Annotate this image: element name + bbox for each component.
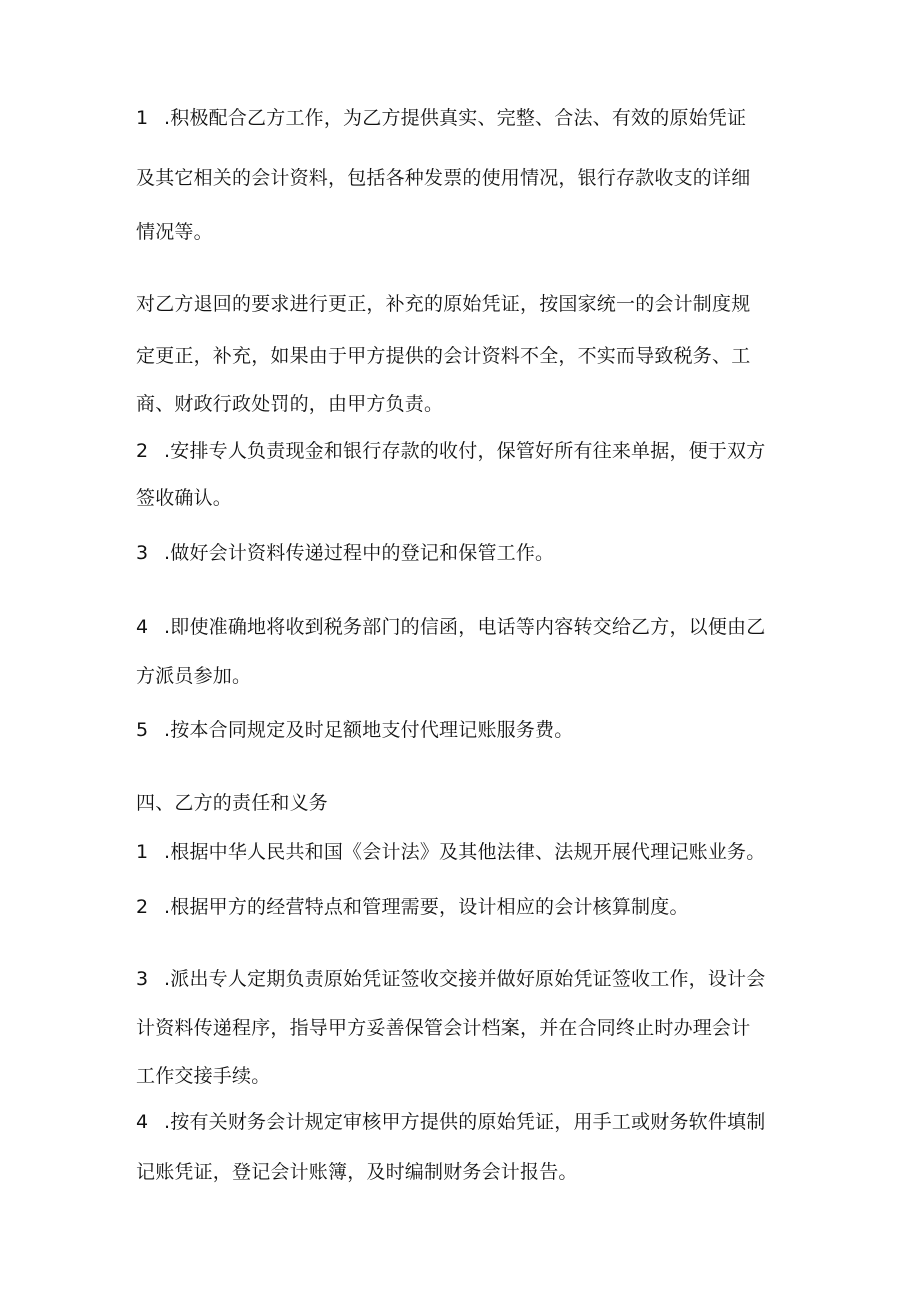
text-line xyxy=(136,615,796,639)
line-text: .做好会计资料传递过程中的登记和保管工作。 xyxy=(164,542,555,564)
text-line xyxy=(136,541,796,565)
line-text: 定更正，补充，如果由于甲方提供的会计资料不全，不实而导致税务、工 xyxy=(136,345,751,367)
item-number: 4 xyxy=(136,616,149,638)
text-line xyxy=(136,1160,796,1184)
text-line xyxy=(136,1064,796,1088)
line-text: 商、财政行政处罚的，由甲方负责。 xyxy=(136,393,444,415)
text-line xyxy=(136,664,796,688)
item-number: 5 xyxy=(136,719,149,741)
line-text: .按有关财务会计规定审核甲方提供的原始凭证，用手工或财务软件填制 xyxy=(164,1111,766,1133)
text-line xyxy=(136,166,796,190)
text-line xyxy=(136,718,796,742)
item-number: 2 xyxy=(136,896,149,918)
text-line xyxy=(136,1110,796,1134)
text-line xyxy=(136,1016,796,1040)
text-line xyxy=(136,392,796,416)
line-text: 及其它相关的会计资料，包括各种发票的使用情况，银行存款收支的详细 xyxy=(136,167,751,189)
line-text: .即使准确地将收到税务部门的信函，电话等内容转交给乙方，以便由乙 xyxy=(164,616,766,638)
line-text: 记账凭证，登记会计账簿，及时编制财务会计报告。 xyxy=(136,1161,578,1183)
line-text: .按本合同规定及时足额地支付代理记账服务费。 xyxy=(164,719,574,741)
text-line xyxy=(136,895,796,919)
text-line xyxy=(136,106,796,130)
section-heading xyxy=(136,791,796,815)
line-text: .积极配合乙方工作，为乙方提供真实、完整、合法、有效的原始凭证 xyxy=(164,107,747,129)
line-text: .根据中华人民共和国《会计法》及其他法律、法规开展代理记账业务。 xyxy=(164,841,766,863)
text-line xyxy=(136,967,796,991)
item-number: 2 xyxy=(136,440,149,462)
text-line xyxy=(136,486,796,510)
line-text: 方派员参加。 xyxy=(136,665,252,687)
line-text: .安排专人负责现金和银行存款的收付，保管好所有往来单据，便于双方 xyxy=(164,440,766,462)
line-text: 情况等。 xyxy=(136,221,213,243)
text-line xyxy=(136,344,796,368)
line-text: .根据甲方的经营特点和管理需要，设计相应的会计核算制度。 xyxy=(164,896,689,918)
item-number: 3 xyxy=(136,968,149,990)
line-text: 对乙方退回的要求进行更正，补充的原始凭证，按国家统一的会计制度规 xyxy=(136,293,751,315)
line-text: .派出专人定期负责原始凭证签收交接并做好原始凭证签收工作，设计会 xyxy=(164,968,766,990)
text-line xyxy=(136,840,796,864)
line-text: 签收确认。 xyxy=(136,487,233,509)
item-number: 3 xyxy=(136,542,149,564)
line-text: 四、乙方的责任和义务 xyxy=(136,792,329,814)
line-text: 工作交接手续。 xyxy=(136,1065,271,1087)
text-line xyxy=(136,220,796,244)
text-line xyxy=(136,439,796,463)
line-text: 计资料传递程序，指导甲方妥善保管会计档案，并在合同终止时办理会计 xyxy=(136,1017,751,1039)
item-number: 1 xyxy=(136,841,149,863)
text-line xyxy=(136,292,796,316)
item-number: 4 xyxy=(136,1111,149,1133)
item-number: 1 xyxy=(136,107,149,129)
